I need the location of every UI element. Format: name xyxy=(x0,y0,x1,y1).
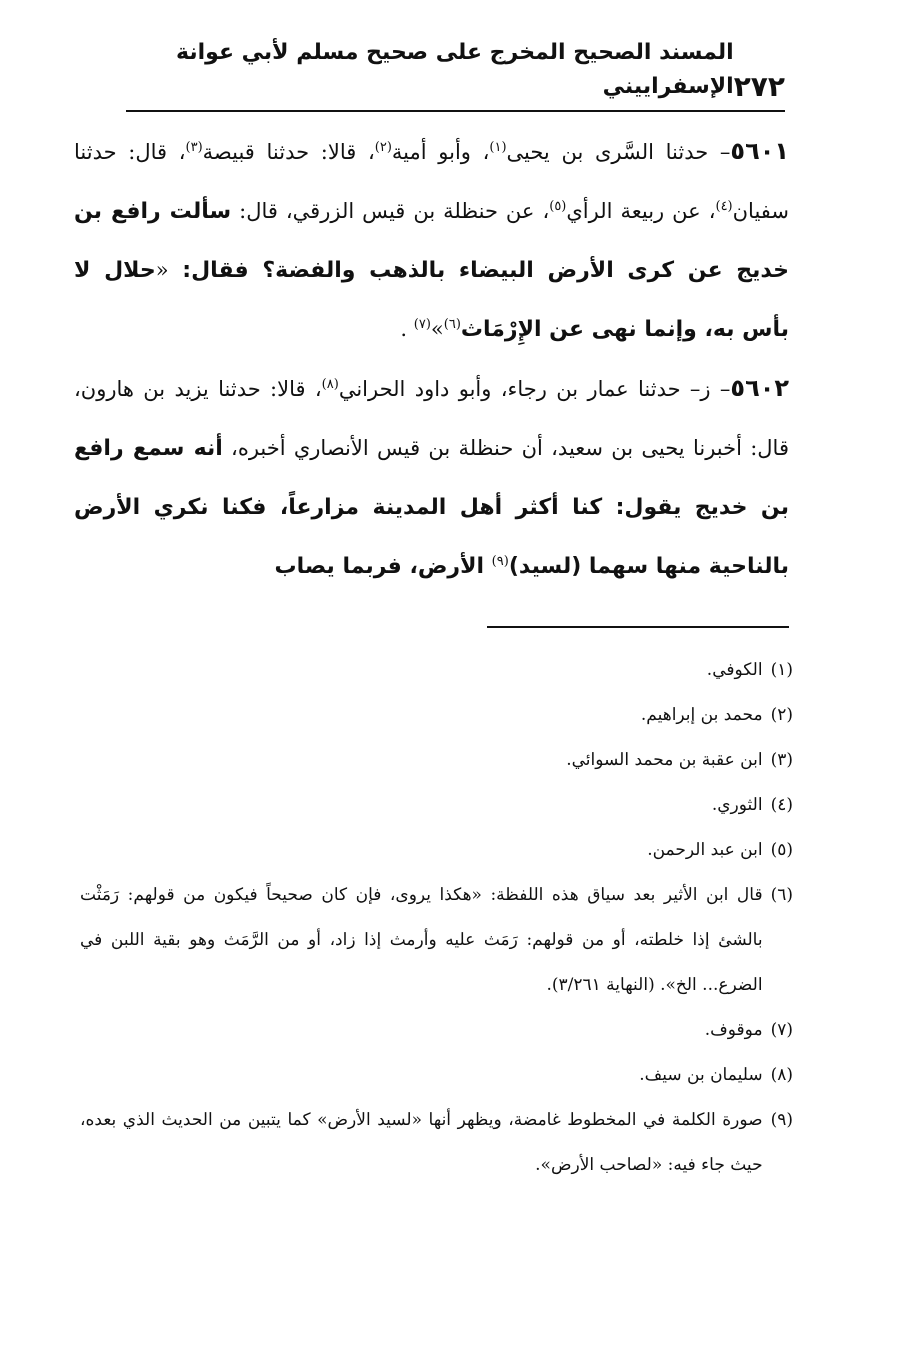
footnote xyxy=(80,873,793,1008)
footnote-separator xyxy=(487,626,789,628)
footnote-text: ابن عقبة بن محمد السوائي. xyxy=(566,750,763,770)
footnote xyxy=(80,1008,793,1053)
footnote-number: (٧) xyxy=(770,1020,793,1040)
hadith-text: ، قال: حدثنا سفيان xyxy=(74,140,790,223)
quote-close: » xyxy=(430,317,444,341)
hadith-matn: سألت رافع بن خديج عن كرى الأرض البيضاء بالذهب والفضة؟ فقال: xyxy=(74,199,789,283)
quote-open: « xyxy=(155,258,169,282)
hadith-number: ٥٦٠٢ xyxy=(730,374,790,402)
footnote-ref: (٢) xyxy=(374,140,392,155)
running-title: المسند الصحيح المخرج على صحيح مسلم لأبي عوانة الإسفراييني xyxy=(176,40,734,99)
footnote-text: محمد بن إبراهيم. xyxy=(640,705,763,725)
hadith-5601 xyxy=(74,122,789,359)
hadith-text: ، عن حنظلة بن قيس الزرقي، قال: xyxy=(231,199,550,223)
footnote-text: موقوف. xyxy=(704,1020,763,1040)
footnote-number: (٨) xyxy=(770,1065,793,1085)
hadith-text: – حدثنا السَّرى بن يحيى xyxy=(506,140,731,164)
hadith-text: ، عن ربيعة الرأي xyxy=(566,199,716,223)
hadith-matn: حلال لا بأس به، وإنما نهى عن الإِرْمَاث xyxy=(74,258,789,342)
footnote xyxy=(80,828,793,873)
footnote xyxy=(80,1053,793,1098)
footnote-ref: (٧) xyxy=(413,317,431,332)
hadith-matn: أنه سمع رافع بن خديج يقول: كنا أكثر أهل المدينة مزارعاً، فكنا نكري الأرض بالناحية منها سهما (لسيد) xyxy=(74,436,789,579)
footnote-text: صورة الكلمة في المخطوط غامضة، ويظهر أنها «لسيد الأرض» كما يتبين من الحديث الذي بعده، حيث جاء فيه: «لصاحب الأرض». xyxy=(80,1110,763,1175)
footnote-text: سليمان بن سيف. xyxy=(639,1065,763,1085)
hadith-5602 xyxy=(74,359,789,596)
footnote-number: (٩) xyxy=(770,1110,793,1130)
footnote xyxy=(80,783,793,828)
footnote-text: الكوفي. xyxy=(706,660,763,680)
footnotes xyxy=(80,648,793,1188)
footnote-number: (٣) xyxy=(770,750,793,770)
footnote xyxy=(80,693,793,738)
footnote-number: (٤) xyxy=(770,795,793,815)
footnote-ref: (٩) xyxy=(491,554,509,569)
footnote xyxy=(80,648,793,693)
footnote-ref: (٨) xyxy=(321,377,339,392)
footnote-number: (٦) xyxy=(770,885,793,905)
page-number: ٢٧٢ xyxy=(733,70,785,103)
header-rule xyxy=(126,110,785,112)
footnote-ref: (١) xyxy=(489,140,507,155)
footnote xyxy=(80,1098,793,1188)
footnote-text: ابن عبد الرحمن. xyxy=(647,840,763,860)
footnote-ref: (٦) xyxy=(443,317,461,332)
footnote-ref: (٣) xyxy=(185,140,203,155)
hadith-text: ، وأبو أمية xyxy=(391,140,490,164)
footnote-text: قال ابن الأثير بعد سياق هذه اللفظة: «هكذا يروى، فإن كان صحيحاً فيكون من قولهم: رَمَثْت بالشئ إذا خلطته، أو من قولهم: رَمَث عليه وأرمث إذا زاد، أو من الرَّمَث وهو بقية اللبن في الضرع... الخ». (النهاية ٣/٢٦١). xyxy=(80,885,763,995)
running-header xyxy=(126,40,785,104)
hadith-matn: الأرض، فربما يصاب xyxy=(274,554,492,579)
hadith-text: . xyxy=(400,317,414,341)
footnote-ref: (٥) xyxy=(549,199,567,214)
main-text xyxy=(74,122,789,596)
hadith-text: ، قالا: حدثنا قبيصة xyxy=(202,140,375,164)
footnote-number: (٢) xyxy=(770,705,793,725)
footnote-number: (٥) xyxy=(770,840,793,860)
footnote-ref: (٤) xyxy=(715,199,733,214)
footnote xyxy=(80,738,793,783)
footnote-number: (١) xyxy=(770,660,793,680)
hadith-text: – ز– حدثنا عمار بن رجاء، وأبو داود الحراني xyxy=(338,377,731,401)
hadith-number: ٥٦٠١ xyxy=(730,137,790,165)
hadith-text: ، قالا: حدثنا يزيد بن هارون، قال: أخبرنا يحيى بن سعيد، أن حنظلة بن قيس الأنصاري أخبره، xyxy=(74,377,789,460)
footnote-text: الثوري. xyxy=(711,795,763,815)
